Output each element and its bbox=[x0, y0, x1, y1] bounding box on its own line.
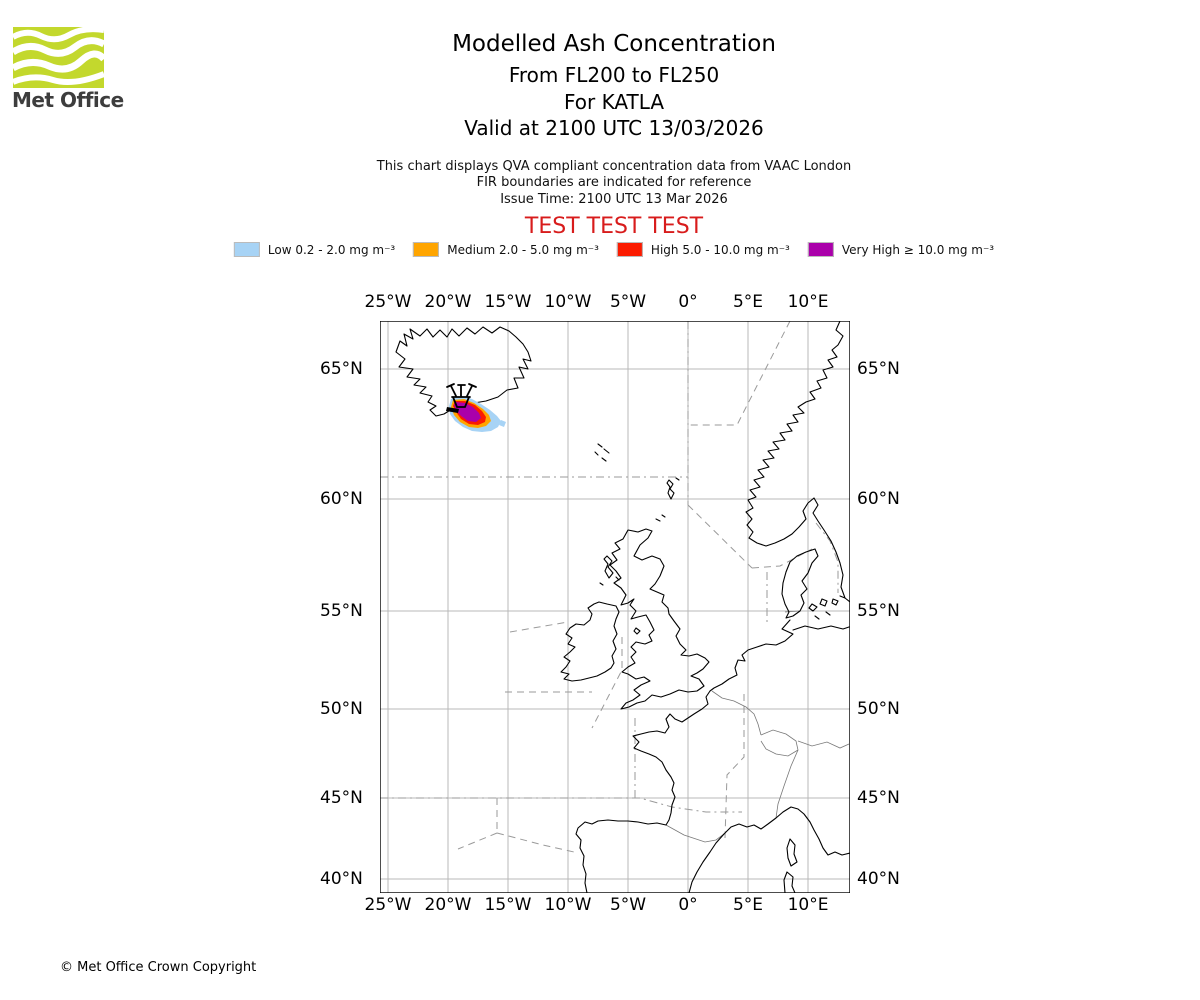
page-title: Modelled Ash Concentration bbox=[452, 31, 776, 57]
x-tick-label-bottom: 25°W bbox=[364, 895, 412, 915]
legend bbox=[234, 242, 994, 257]
flight-level-subtitle: From FL200 to FL250 bbox=[508, 63, 720, 87]
x-tick-label-top: 10°E bbox=[787, 292, 829, 312]
ireland-coast bbox=[561, 602, 619, 681]
x-tick-label-top: 25°W bbox=[364, 292, 412, 312]
isle-of-man bbox=[634, 628, 640, 634]
legend-item-medium bbox=[413, 242, 599, 257]
sardinia bbox=[784, 872, 795, 893]
orkney-islands bbox=[656, 515, 665, 521]
legend-item-high bbox=[617, 242, 790, 257]
volcano-subtitle: For KATLA bbox=[564, 90, 664, 114]
info-line-issue-time: Issue Time: 2100 UTC 13 Mar 2026 bbox=[500, 192, 728, 207]
x-tick-label-top: 20°W bbox=[424, 292, 472, 312]
x-tick-label-bottom: 10°E bbox=[787, 895, 829, 915]
faroe-islands bbox=[595, 444, 609, 461]
ash-plume bbox=[449, 396, 506, 432]
y-tick-label-right: 45°N bbox=[857, 788, 900, 808]
x-tick-label-top: 0° bbox=[678, 292, 698, 312]
country-borders bbox=[666, 611, 849, 842]
baltic-coast bbox=[793, 626, 849, 630]
y-tick-label-left: 50°N bbox=[320, 699, 363, 719]
x-tick-label-top: 5°W bbox=[609, 292, 647, 312]
spain-med-coast bbox=[689, 834, 724, 893]
x-tick-label-bottom: 15°W bbox=[484, 895, 532, 915]
legend-label-low: Low 0.2 - 2.0 mg m⁻³ bbox=[267, 242, 396, 257]
x-tick-label-bottom: 0° bbox=[678, 895, 698, 915]
y-tick-label-left: 45°N bbox=[320, 788, 363, 808]
test-banner: TEST TEST TEST bbox=[524, 214, 704, 239]
y-tick-label-left: 55°N bbox=[320, 601, 363, 621]
norway-coast bbox=[746, 321, 850, 602]
x-tick-label-bottom: 5°W bbox=[609, 895, 647, 915]
great-britain-coast bbox=[610, 529, 709, 709]
y-tick-label-left: 60°N bbox=[320, 489, 363, 509]
corsica bbox=[787, 839, 797, 866]
legend-swatch-very-high bbox=[808, 242, 834, 257]
y-tick-label-left: 40°N bbox=[320, 869, 363, 889]
legend-swatch-medium bbox=[413, 242, 439, 257]
y-tick-label-right: 65°N bbox=[857, 359, 900, 379]
info-line-qva: This chart displays QVA compliant concentration data from VAAC London bbox=[376, 159, 852, 174]
legend-label-very-high: Very High ≥ 10.0 mg m⁻³ bbox=[841, 242, 995, 257]
x-tick-label-bottom: 20°W bbox=[424, 895, 472, 915]
fir-boundaries bbox=[380, 321, 838, 852]
x-tick-label-bottom: 5°E bbox=[732, 895, 764, 915]
copyright-text: © Met Office Crown Copyright bbox=[60, 960, 257, 975]
valid-time-subtitle: Valid at 2100 UTC 13/03/2026 bbox=[464, 116, 764, 140]
danish-islands bbox=[809, 596, 845, 619]
x-tick-label-bottom: 10°W bbox=[544, 895, 592, 915]
legend-swatch-low bbox=[234, 242, 260, 257]
legend-item-low bbox=[234, 242, 395, 257]
shetland-islands bbox=[667, 478, 679, 499]
x-tick-label-top: 15°W bbox=[484, 292, 532, 312]
x-tick-label-top: 10°W bbox=[544, 292, 592, 312]
y-tick-label-right: 60°N bbox=[857, 489, 900, 509]
map-canvas bbox=[380, 321, 850, 893]
y-tick-label-left: 65°N bbox=[320, 359, 363, 379]
x-tick-label-top: 5°E bbox=[732, 292, 764, 312]
y-tick-label-right: 40°N bbox=[857, 869, 900, 889]
legend-item-very-high bbox=[808, 242, 994, 257]
info-line-fir: FIR boundaries are indicated for reference bbox=[476, 175, 752, 190]
continental-coast bbox=[576, 620, 793, 893]
denmark-jutland-coast bbox=[782, 549, 818, 618]
y-tick-label-right: 50°N bbox=[857, 699, 900, 719]
legend-label-high: High 5.0 - 10.0 mg m⁻³ bbox=[650, 242, 790, 257]
legend-label-medium: Medium 2.0 - 5.0 mg m⁻³ bbox=[447, 242, 599, 257]
logo-brand-text: Met Office bbox=[12, 88, 124, 112]
legend-swatch-high bbox=[617, 242, 643, 257]
met-office-logo bbox=[13, 27, 104, 88]
y-tick-label-right: 55°N bbox=[857, 601, 900, 621]
